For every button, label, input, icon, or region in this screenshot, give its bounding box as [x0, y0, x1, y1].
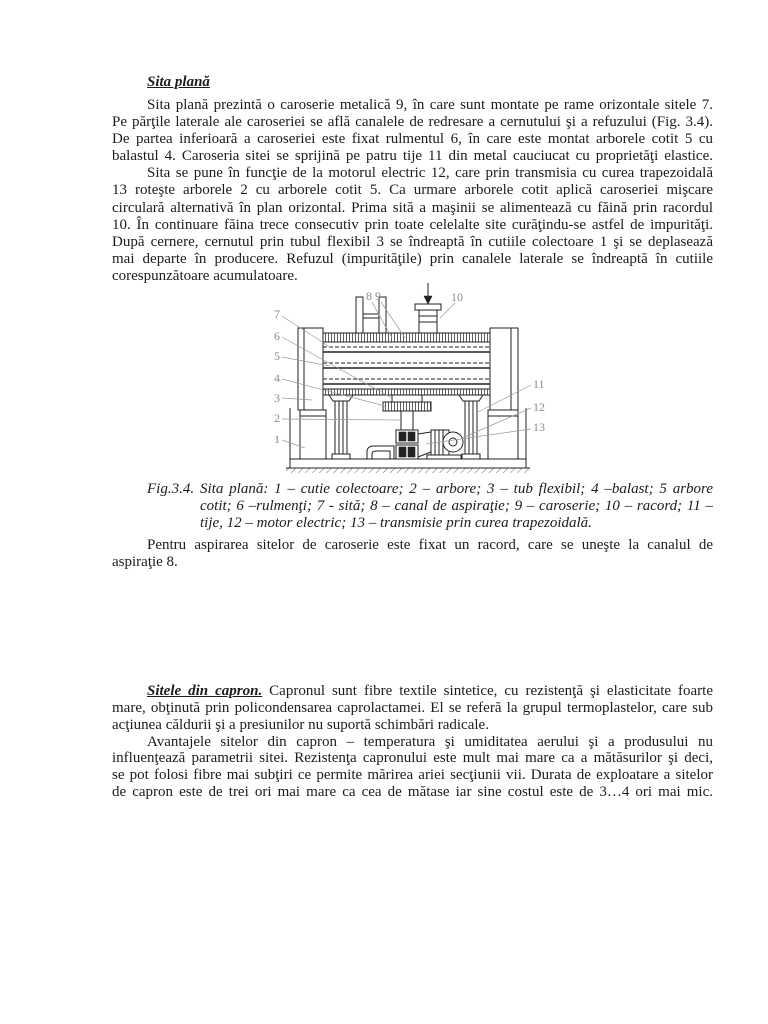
racord-flange — [415, 304, 441, 310]
flour-inlet-arrow-head — [424, 296, 432, 304]
lower-block-dark — [399, 447, 406, 457]
right-rod — [465, 401, 477, 454]
section1-body — [112, 97, 713, 285]
lower-block-dark — [408, 447, 415, 457]
paragraph-line: influenţează parametrii sitei. Rezistenţa capronului este mult mai mare ca a mătăsurilor şi deci, — [112, 750, 713, 767]
pulley-dark — [408, 432, 415, 441]
shaft — [401, 411, 413, 430]
right-side-channel — [490, 328, 518, 410]
sieve-stack — [323, 342, 490, 389]
figure-caption — [200, 481, 713, 531]
aspiration-paragraph — [112, 537, 713, 571]
central-arch-inner — [372, 451, 390, 459]
section2-body — [112, 683, 713, 801]
label-4: 4 — [274, 371, 280, 385]
caption-line: tije, 12 – motor electric; 13 – transmisie prin curea trapezoidală. — [200, 514, 592, 531]
section-heading-sita-plana — [147, 74, 210, 91]
paragraph-line: Sita se pune în funcţie de la motorul electric 12, care prin transmisia cu curea trapezoidală — [147, 165, 713, 182]
bearing — [392, 395, 422, 402]
paragraph-line: mare, obţinută prin policondensarea caprolactamei. El se referă la grupul termoplastelor, care sub — [112, 699, 713, 716]
section-heading-sitele-din-capron: Sitele din capron. — [147, 683, 263, 699]
channel-post-left — [356, 297, 363, 333]
pulley-dark — [399, 432, 406, 441]
paragraph-line: mai departe în producere. Refuzul (impurităţile) prin canalele laterale se îndreaptă în cutiile — [112, 250, 713, 267]
paragraph-line: 10. În continuare făina trece consecutiv prin toate celelalte site curăţindu-se astfel de impurităţi. — [112, 216, 713, 233]
motor-base — [427, 455, 461, 459]
paragraph-line: corespunzătoare acumulatoare. — [112, 267, 298, 284]
paragraph-line: balastul 4. Caroseria sitei se sprijină pe patru tije 11 din metal cauciucat cu proprietăţi elastice. — [112, 148, 713, 165]
figure-number: Fig.3.4. — [147, 481, 195, 497]
paragraph-line: de capron este de trei ori mai mare ca cea de mătase iar sine costul este de 3…4 ori mai mic. — [112, 784, 713, 801]
label-10: 10 — [451, 290, 463, 304]
left-rod-foot — [332, 454, 350, 459]
paragraph-line: Avantajele sitelor din capron – temperatura şi umiditatea aerului şi a produsului nu — [147, 733, 713, 750]
motor-and-belt — [418, 430, 463, 459]
label-3: 3 — [274, 391, 280, 405]
label-2: 2 — [274, 411, 280, 425]
paragraph-line: Sita plană prezintă o caroserie metalică 9, în care sunt montate pe rame orizontale sitele 7. — [147, 97, 713, 113]
right-rod-foot — [462, 454, 480, 459]
paragraph-line: acţiunea căldurii şi a presiunilor nu suportă schimbări radicale. — [112, 716, 489, 733]
label-6: 6 — [274, 329, 280, 343]
caption-line: cotit; 6 –rulmenţi; 7 - sită; 8 – canal de aspiraţie; 9 – caroserie; 10 – racord; 11 – — [200, 497, 713, 514]
label-1: 1 — [274, 432, 280, 446]
paragraph-line-text: Capronul sunt fibre textile sintetice, cu rezistenţă şi elasticitate foarte — [262, 683, 713, 699]
central-drive — [383, 395, 431, 459]
paragraph-line: Pe părţile laterale ale caroseriei se află canalele de redresare a cernutului şi a refuzului (Fig. 3.4). — [112, 114, 713, 131]
ground-hatch — [286, 468, 530, 473]
paragraph-line: De partea inferioară a caroseriei este fixat rulmentul 6, în care este montat arborele cotit 5 cu — [112, 131, 713, 148]
paragraph-line: 13 roteşte arborele 2 cu arborele cotit 5. Ca urmare arborele cotit aplică caroseriei mişcare — [112, 182, 713, 199]
label-13: 13 — [533, 420, 545, 434]
paragraph-line: aspiraţie 8. — [112, 554, 178, 571]
paragraph-line: După cernere, cernutul prin tubul flexibil 3 se îndreaptă în cutiile colectoare 1 şi se deplasează — [112, 233, 713, 250]
leader-10 — [440, 303, 455, 318]
base-plate — [290, 459, 526, 468]
heading-text: Sita plană — [147, 74, 210, 90]
label-5: 5 — [274, 349, 280, 363]
caption-line: Sita plană: 1 – cutie colectoare; 2 – arbore; 3 – tub flexibil; 4 –balast; 5 arbore — [200, 481, 713, 497]
collector-box-left — [300, 410, 326, 459]
belt-upper — [418, 432, 431, 434]
label-7: 7 — [274, 307, 280, 321]
paragraph-line: se pot folosi fibre mai subţiri ce permite mărirea ariei secţiunii vii. Durata de exploatare a sitelor — [112, 767, 713, 784]
right-rod-cap — [459, 395, 483, 401]
ballast — [383, 402, 431, 411]
inlet-racord — [415, 283, 441, 333]
left-rod — [335, 401, 347, 454]
top-frame-band — [323, 333, 490, 342]
paragraph-line: Pentru aspirarea sitelor de caroserie este fixat un racord, care se uneşte la canalul de — [147, 537, 713, 553]
paragraph-line: circulară alternativă în plan orizontal. Prima sită a maşinii se alimentează cu făină prin racordul — [112, 199, 713, 216]
label-8-9: 8 9 — [366, 289, 381, 303]
label-12: 12 — [533, 400, 545, 414]
paragraph-line — [112, 683, 713, 700]
label-11: 11 — [533, 377, 545, 391]
plansifter-diagram — [262, 282, 560, 478]
left-rod-cap — [329, 395, 353, 401]
motor-end-cap — [443, 432, 463, 452]
bottom-frame-band — [323, 389, 490, 395]
